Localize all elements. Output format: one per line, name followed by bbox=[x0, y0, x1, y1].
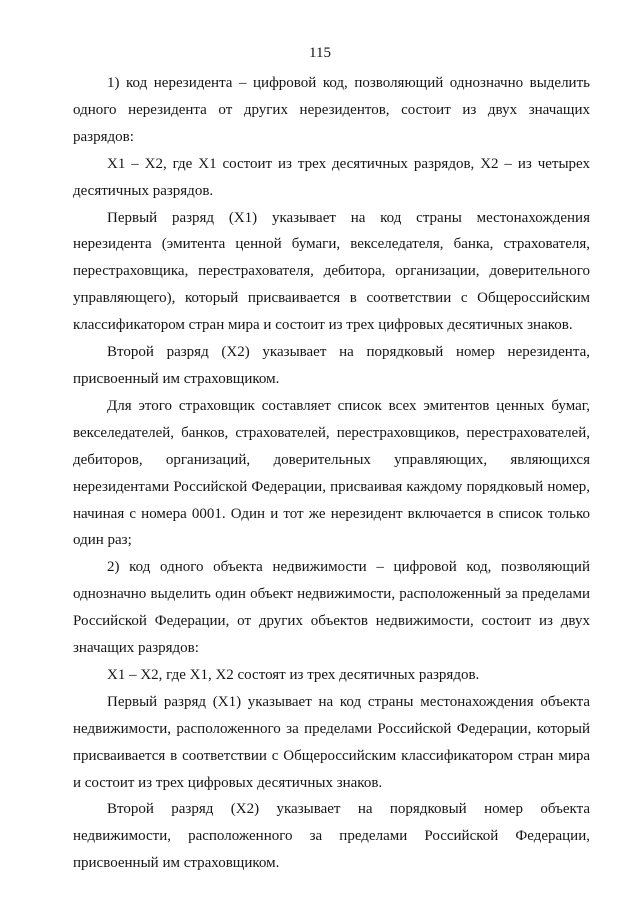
document-body bbox=[73, 70, 590, 877]
paragraph-nonresident-list: Для этого страховщик составляет список всех эмитентов ценных бумаг, векселедателей, банков, страхователей, перестраховщиков, перестрахователей, дебиторов, организаций, доверительных управляющих, являющихся нерезидентами Российской Федерации, присваивая каждому порядковый номер, начиная с номера 0001. Один и тот же нерезидент включается в список только один раз; bbox=[73, 397, 590, 549]
paragraph-first-digit-real-estate: Первый разряд (Х1) указывает на код страны местонахождения объекта недвижимости, расположенного за пределами Российской Федерации, который присваивается в соответствии с Общероссийским классификатором стран мира и состоит из трех цифровых десятичных знаков. bbox=[73, 693, 590, 791]
paragraph-nonresident-code: 1) код нерезидента – цифровой код, позволяющий однозначно выделить одного нерезидента от других нерезидентов, состоит из двух значащих разрядов: bbox=[73, 75, 590, 145]
paragraph-real-estate-code: 2) код одного объекта недвижимости – цифровой код, позволяющий однозначно выделить один объект недвижимости, расположенный за пределами Российской Федерации, от других объектов недвижимости, состоит из двух значащих разрядов: bbox=[73, 559, 590, 657]
paragraph-nonresident-format: Х1 – Х2, где Х1 состоит из трех десятичных разрядов, Х2 – из четырех десятичных разрядов. bbox=[73, 155, 590, 199]
paragraph-second-digit-real-estate: Второй разряд (Х2) указывает на порядковый номер объекта недвижимости, расположенного за пределами Российской Федерации, присвоенный им страховщиком. bbox=[73, 801, 590, 872]
paragraph-second-digit-nonresident: Второй разряд (Х2) указывает на порядковый номер нерезидента, присвоенный им страховщиком. bbox=[73, 344, 590, 387]
paragraph-first-digit-nonresident: Первый разряд (Х1) указывает на код страны местонахождения нерезидента (эмитента ценной бумаги, векселедателя, банка, страхователя, перестраховщика, перестрахователя, дебитора, организации, доверительного управляющего), который присваивается в соответствии с Общероссийским классификатором стран мира и состоит из трех цифровых десятичных знаков. bbox=[73, 209, 590, 334]
paragraph-real-estate-format: Х1 – Х2, где Х1, Х2 состоят из трех десятичных разрядов. bbox=[107, 666, 480, 683]
page-number: 115 bbox=[309, 45, 331, 61]
